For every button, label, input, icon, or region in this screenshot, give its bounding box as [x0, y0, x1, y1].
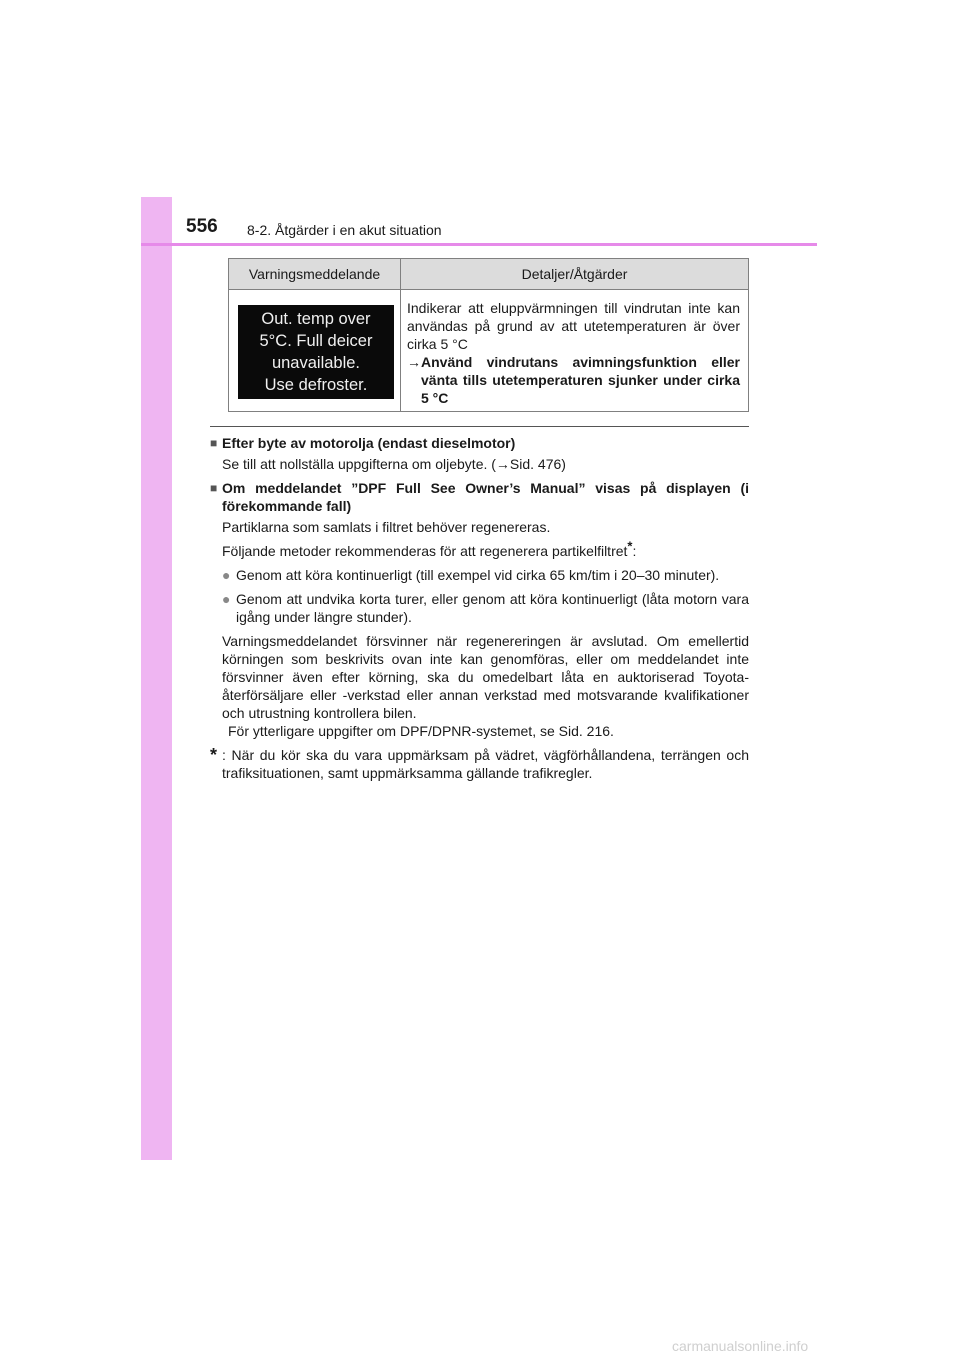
detail-text: Indikerar att eluppvärmningen till vindrutan inte kan användas på grund av att utetemperaturen är över cirka 5 °C	[407, 300, 740, 352]
heading-oil-change: Efter byte av motorolja (endast dieselmotor)	[222, 435, 516, 451]
column-header-message: Varningsmeddelande	[229, 259, 401, 289]
content-body	[210, 434, 749, 782]
details-cell	[401, 290, 748, 412]
paragraph: Se till att nollställa uppgifterna om oljebyte. (→Sid. 476)	[222, 456, 566, 472]
paragraph: För ytterligare uppgifter om DPF/DPNR-systemet, se Sid. 216.	[228, 723, 614, 739]
action-item	[407, 353, 740, 407]
paragraph: Varningsmeddelandet försvinner när regenereringen är avslutad. Om emellertid körningen som beskrivits ovan inte kan genomföras, eller om meddelandet inte försvinner även efter körning, ska du omedelbart låta en auktoriserad Toyota-återförsäljare eller -verkstad eller annan verkstad med motsvarande kvalifikationer och utrustning kontrollera bilen.	[222, 633, 749, 721]
action-text: Använd vindrutans avimningsfunktion eller vänta tills utetemperaturen sjunker under cirka 5 °C	[421, 354, 740, 406]
message-cell	[229, 290, 401, 412]
footnote-marker: *	[627, 538, 633, 554]
footnote	[210, 746, 749, 782]
bullet-dot-icon: ●	[222, 567, 231, 583]
display-line: 5°C. Full deicer	[259, 332, 373, 350]
warning-table	[228, 258, 749, 412]
footnote-text: : När du kör ska du vara uppmärksam på vädret, vägförhållandena, terrängen och trafiksituationen, samt uppmärksamma gällande trafikregler.	[222, 747, 749, 781]
display-message-image	[238, 305, 394, 399]
list-item-text: Genom att undvika korta turer, eller genom att köra kontinuerligt (låta motorn vara igång under längre stunder).	[236, 591, 749, 625]
section-title: 8-2. Åtgärder i en akut situation	[247, 222, 442, 238]
page-number: 556	[186, 216, 218, 237]
watermark: carmanualsonline.info	[672, 1338, 809, 1354]
section-heading	[210, 479, 749, 515]
display-line: Out. temp over	[261, 310, 371, 328]
paragraph-text: Följande metoder rekommenderas för att regenerera partikelfiltret	[222, 543, 628, 559]
footnote-star: *	[210, 745, 218, 765]
table-row	[229, 290, 748, 412]
section-heading	[210, 434, 749, 452]
square-bullet-icon: ■	[210, 481, 218, 495]
chapter-sidebar-tab	[141, 197, 172, 1160]
heading-dpf-full: Om meddelandet ”DPF Full See Owner’s Manual” visas på displayen (i förekommande fall)	[222, 480, 749, 514]
list-item	[210, 566, 749, 584]
arrow-right-icon: →	[407, 354, 421, 370]
section-divider	[210, 426, 749, 427]
display-line: Use defroster.	[264, 376, 368, 394]
list-item-text: Genom att köra kontinuerligt (till exempel vid cirka 65 km/tim i 20–30 minuter).	[236, 567, 720, 583]
table-header	[229, 259, 748, 290]
bullet-dot-icon: ●	[222, 591, 231, 607]
paragraph: Partiklarna som samlats i filtret behöver regenereras.	[222, 519, 551, 535]
square-bullet-icon: ■	[210, 436, 218, 450]
list-item	[210, 590, 749, 626]
colon: :	[632, 543, 637, 559]
display-line: unavailable.	[271, 354, 361, 372]
header-rule	[141, 243, 817, 246]
paragraph	[210, 538, 749, 560]
column-header-details: Detaljer/Åtgärder	[521, 266, 628, 282]
